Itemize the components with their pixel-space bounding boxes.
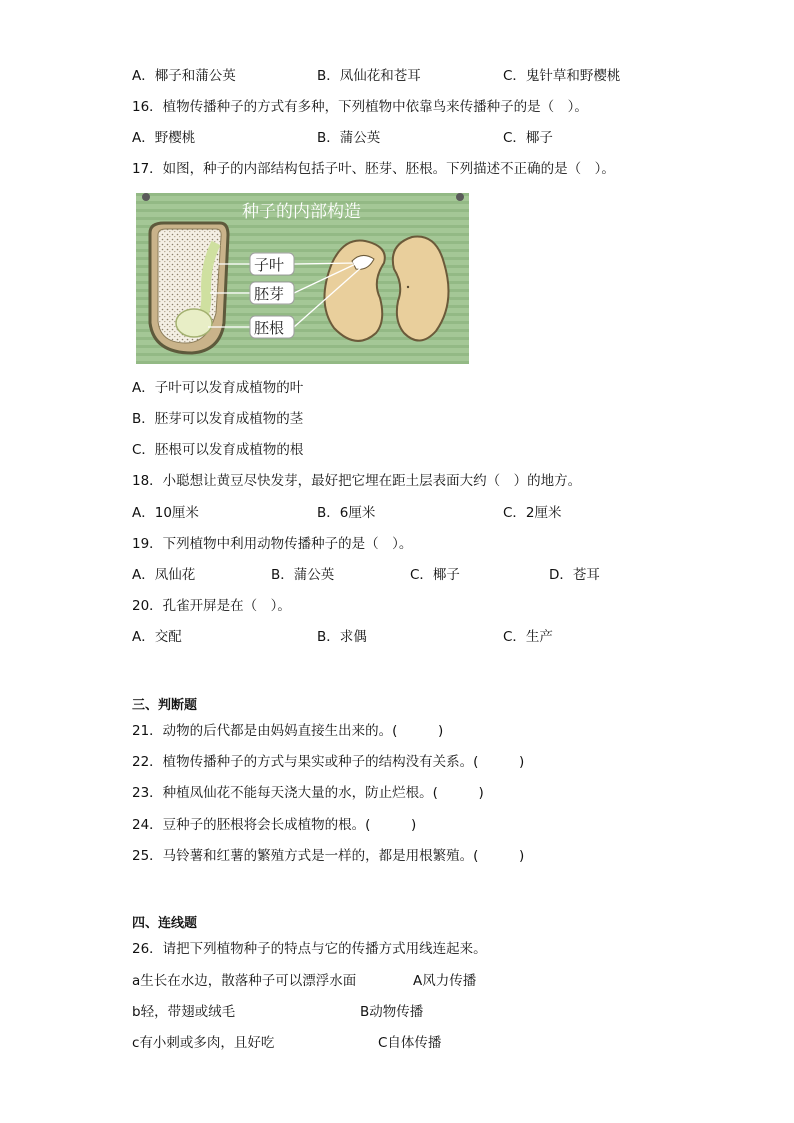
- q16-option-b: B．蒲公英: [317, 130, 381, 146]
- q15-option-a: A．椰子和蒲公英: [132, 68, 236, 84]
- q16-option-c: C．椰子: [503, 130, 553, 146]
- q18-option-a: A．10厘米: [132, 505, 199, 521]
- match-right-c: C自体传播: [378, 1035, 442, 1051]
- section4-title: 四、连线题: [132, 916, 198, 931]
- q19-option-c: C．椰子: [410, 567, 460, 583]
- q26-stem: 26．请把下列植物种子的特点与它的传播方式用线连起来。: [132, 941, 487, 957]
- q16-stem: 16．植物传播种子的方式有多种，下列植物中依靠鸟来传播种子的是（ ）。: [132, 99, 588, 115]
- label-radicle: 胚根: [254, 319, 285, 337]
- label-cotyledon: 子叶: [254, 256, 285, 274]
- q17-stem: 17．如图，种子的内部结构包括子叶、胚芽、胚根。下列描述不正确的是（ ）。: [132, 161, 615, 177]
- match-right-a: A风力传播: [413, 973, 477, 989]
- pin-left: [142, 193, 150, 201]
- seed-structure-figure: [136, 193, 469, 364]
- match-right-b: B动物传播: [360, 1004, 424, 1020]
- q18-option-c: C．2厘米: [503, 505, 562, 521]
- q24: 24．豆种子的胚根将会长成植物的根。( ): [132, 817, 417, 833]
- q17-option-a: A．子叶可以发育成植物的叶: [132, 380, 304, 396]
- q20-option-b: B．求偶: [317, 629, 367, 645]
- q19-stem: 19．下列植物中利用动物传播种子的是（ ）。: [132, 536, 413, 552]
- label-plumule: 胚芽: [254, 285, 285, 303]
- q19-option-b: B．蒲公英: [271, 567, 335, 583]
- q15-option-c: C．鬼针草和野樱桃: [503, 68, 621, 84]
- q19-option-d: D．苍耳: [549, 567, 600, 583]
- q21: 21．动物的后代都是由妈妈直接生出来的。( ): [132, 723, 444, 739]
- q19-option-a: A．凤仙花: [132, 567, 196, 583]
- pin-right: [456, 193, 464, 201]
- figure-title: 种子的内部构造: [242, 202, 361, 222]
- q25: 25．马铃薯和红薯的繁殖方式是一样的，都是用根繁殖。( ): [132, 848, 525, 864]
- match-left-b: b轻，带翅或绒毛: [132, 1004, 236, 1020]
- q20-option-c: C．生产: [503, 629, 553, 645]
- corn-seed-section: [150, 223, 228, 353]
- q18-stem: 18．小聪想让黄豆尽快发芽，最好把它埋在距土层表面大约（ ）的地方。: [132, 473, 582, 489]
- q22: 22．植物传播种子的方式与果实或种子的结构没有关系。( ): [132, 754, 525, 770]
- match-left-c: c有小刺或多肉，且好吃: [132, 1035, 275, 1051]
- match-left-a: a生长在水边，散落种子可以漂浮水面: [132, 973, 357, 989]
- q15-option-b: B．凤仙花和苍耳: [317, 68, 421, 84]
- q20-option-a: A．交配: [132, 629, 182, 645]
- section3-title: 三、判断题: [132, 698, 198, 713]
- q17-option-c: C．胚根可以发育成植物的根: [132, 442, 304, 458]
- q16-option-a: A．野樱桃: [132, 130, 196, 146]
- q20-stem: 20．孔雀开屏是在（ ）。: [132, 598, 291, 614]
- q23: 23．种植凤仙花不能每天浇大量的水，防止烂根。( ): [132, 785, 484, 801]
- q17-option-b: B．胚芽可以发育成植物的茎: [132, 411, 304, 427]
- q18-option-b: B．6厘米: [317, 505, 376, 521]
